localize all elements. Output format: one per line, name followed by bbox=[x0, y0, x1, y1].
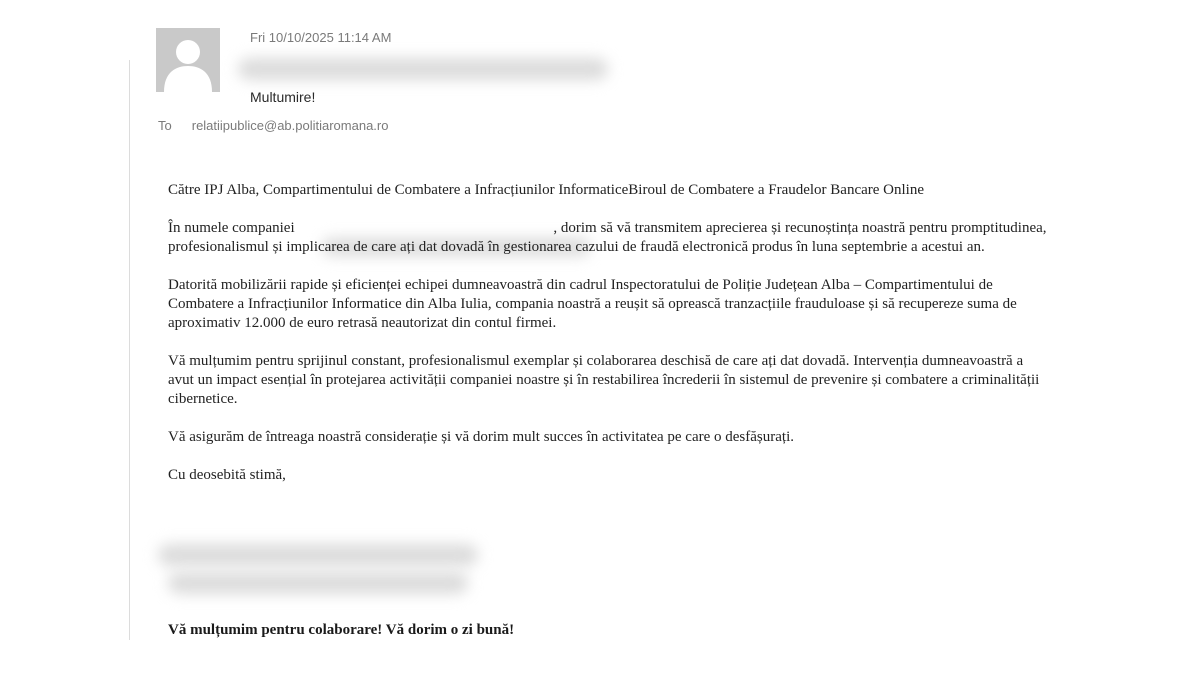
to-address[interactable]: relatiipublice@ab.politiaromana.ro bbox=[191, 118, 389, 133]
message-left-border bbox=[129, 60, 130, 640]
message-subject: Multumire! bbox=[250, 89, 316, 105]
closing-message: Vă mulțumim pentru colaborare! Vă dorim o zi bună! bbox=[168, 622, 515, 638]
message-body bbox=[168, 181, 1048, 504]
to-label: To bbox=[158, 118, 172, 133]
paragraph-thanks: Vă mulțumim pentru sprijinul constant, profesionalismul exemplar și colaborarea deschisă de care ați dat dovadă. Intervenția dumneavoastră a avut un impact esențial în protejarea activității companiei noastre și în restabilirea încrederii în sistemul de prevenire și combatere a criminalității cibernetice. bbox=[168, 353, 1040, 407]
recipient-line: Către IPJ Alba, Compartimentului de Combatere a Infracțiunilor InformaticeBiroul de Combatere a Fraudelor Bancare Online bbox=[168, 182, 925, 198]
message-date: Fri 10/10/2025 11:14 AM bbox=[250, 30, 392, 45]
recipient-row bbox=[158, 118, 388, 133]
paragraph-assurance: Vă asigurăm de întreaga noastră considerație și vă dorim mult succes în activitatea pe care o desfășurați. bbox=[168, 429, 795, 445]
paragraph-appreciation-start: În numele companiei bbox=[168, 220, 299, 236]
redacted-sender-name bbox=[238, 58, 608, 80]
paragraph-appreciation-end: , dorim să vă transmitem aprecierea și recunoștința noastră pentru promptitudinea, profesionalismul și implicarea de care ați dat dovadă în gestionarea cazului de fraudă electronică produs în luna septembrie a acestui an. bbox=[168, 220, 1047, 255]
redacted-signature-line-2 bbox=[168, 572, 468, 594]
paragraph-recovery: Datorită mobilizării rapide și eficienței echipei dumneavoastră din cadrul Inspectoratului de Poliție Județean Alba – Compartimentului de Combatere a Infracțiunilor Informatice din Alba Iulia, compania noastră a reușit să oprească tranzacțiile frauduloase și să recupereze suma de aproximativ 12.000 de euro retrasă neautorizat din contul firmei. bbox=[168, 277, 1017, 331]
paragraph-appreciation bbox=[168, 219, 1048, 257]
sender-avatar-icon bbox=[156, 28, 220, 92]
signoff: Cu deosebită stimă, bbox=[168, 467, 286, 483]
redacted-signature-line-1 bbox=[158, 544, 478, 566]
